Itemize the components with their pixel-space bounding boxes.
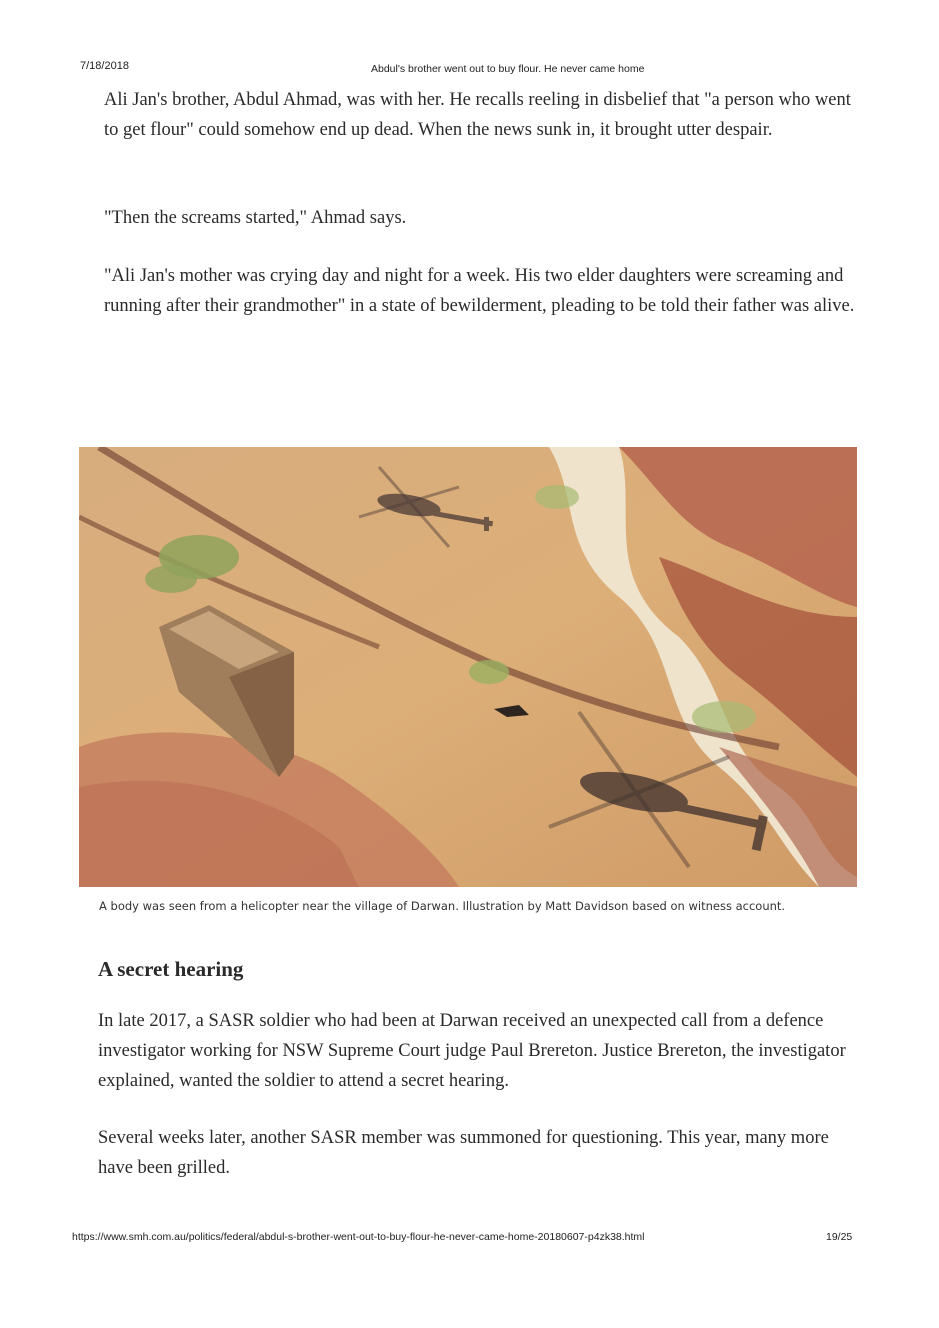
helicopter-illustration	[79, 447, 857, 887]
footer-url: https://www.smh.com.au/politics/federal/abdul-s-brother-went-out-to-buy-flour-he-never-came-home-20180607-p4zk38.html	[72, 1231, 645, 1243]
footer-page-number: 19/25	[826, 1231, 853, 1243]
section-heading: A secret hearing	[98, 957, 244, 981]
illustration-artwork	[79, 447, 857, 887]
paragraph-abdul-ahmad: Ali Jan's brother, Abdul Ahmad, was with her. He recalls reeling in disbelief that "a person who went to get flour" could somehow end up dead. When the news sunk in, it brought utter despair.	[104, 90, 851, 140]
paragraph-mother-crying: "Ali Jan's mother was crying day and night for a week. His two elder daughters were screaming and running after their grandmother" in a state of bewilderment, pleading to be told their father was alive.	[104, 266, 855, 316]
print-page-title: Abdul's brother went out to buy flour. He never came home	[371, 63, 645, 75]
print-header	[0, 60, 939, 80]
paragraph-more-grilled: Several weeks later, another SASR member was summoned for questioning. This year, many more have been grilled.	[98, 1128, 829, 1178]
paragraph-screams: "Then the screams started," Ahmad says.	[104, 208, 407, 228]
print-date: 7/18/2018	[80, 60, 129, 72]
paragraph-secret-hearing: In late 2017, a SASR soldier who had been at Darwan received an unexpected call from a defence investigator working for NSW Supreme Court judge Paul Brereton. Justice Brereton, the investigator explained, wanted the soldier to attend a secret hearing.	[98, 1011, 846, 1091]
figure-caption: A body was seen from a helicopter near the village of Darwan. Illustration by Matt Davidson based on witness account.	[99, 899, 786, 913]
